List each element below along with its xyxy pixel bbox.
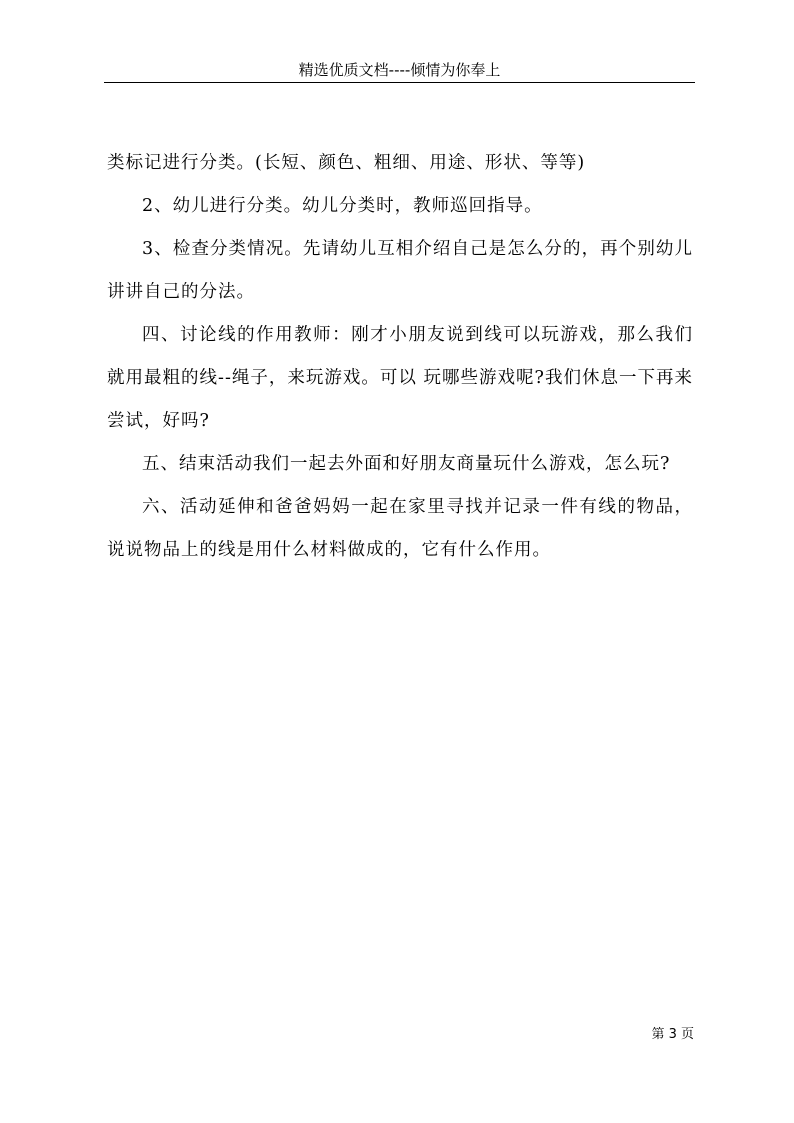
paragraph: 3、检查分类情况。先请幼儿互相介绍自己是怎么分的，再个别幼儿讲讲自己的分法。	[107, 239, 693, 302]
paragraph: 四、讨论线的作用教师：刚才小朋友说到线可以玩游戏，那么我们就用最粗的线--绳子，来玩游戏。可以 玩哪些游戏呢?我们休息一下再来尝试，好吗?	[107, 325, 693, 431]
paragraph: 六、活动延伸和爸爸妈妈一起在家里寻找并记录一件有线的物品，说说物品上的线是用什么材料做成的，它有什么作用。	[107, 497, 693, 560]
page-header	[104, 60, 695, 83]
document-body	[107, 142, 693, 572]
page-number	[651, 1027, 694, 1043]
page-number-label: 第 3 页	[651, 1027, 694, 1042]
header-title: 精选优质文档----倾情为你奉上	[298, 61, 501, 79]
paragraph: 五、结束活动我们一起去外面和好朋友商量玩什么游戏，怎么玩?	[142, 454, 671, 474]
paragraph: 2、幼儿进行分类。幼儿分类时，教师巡回指导。	[142, 196, 543, 216]
paragraph: 类标记进行分类。(长短、颜色、粗细、用途、形状、等等)	[107, 153, 586, 173]
